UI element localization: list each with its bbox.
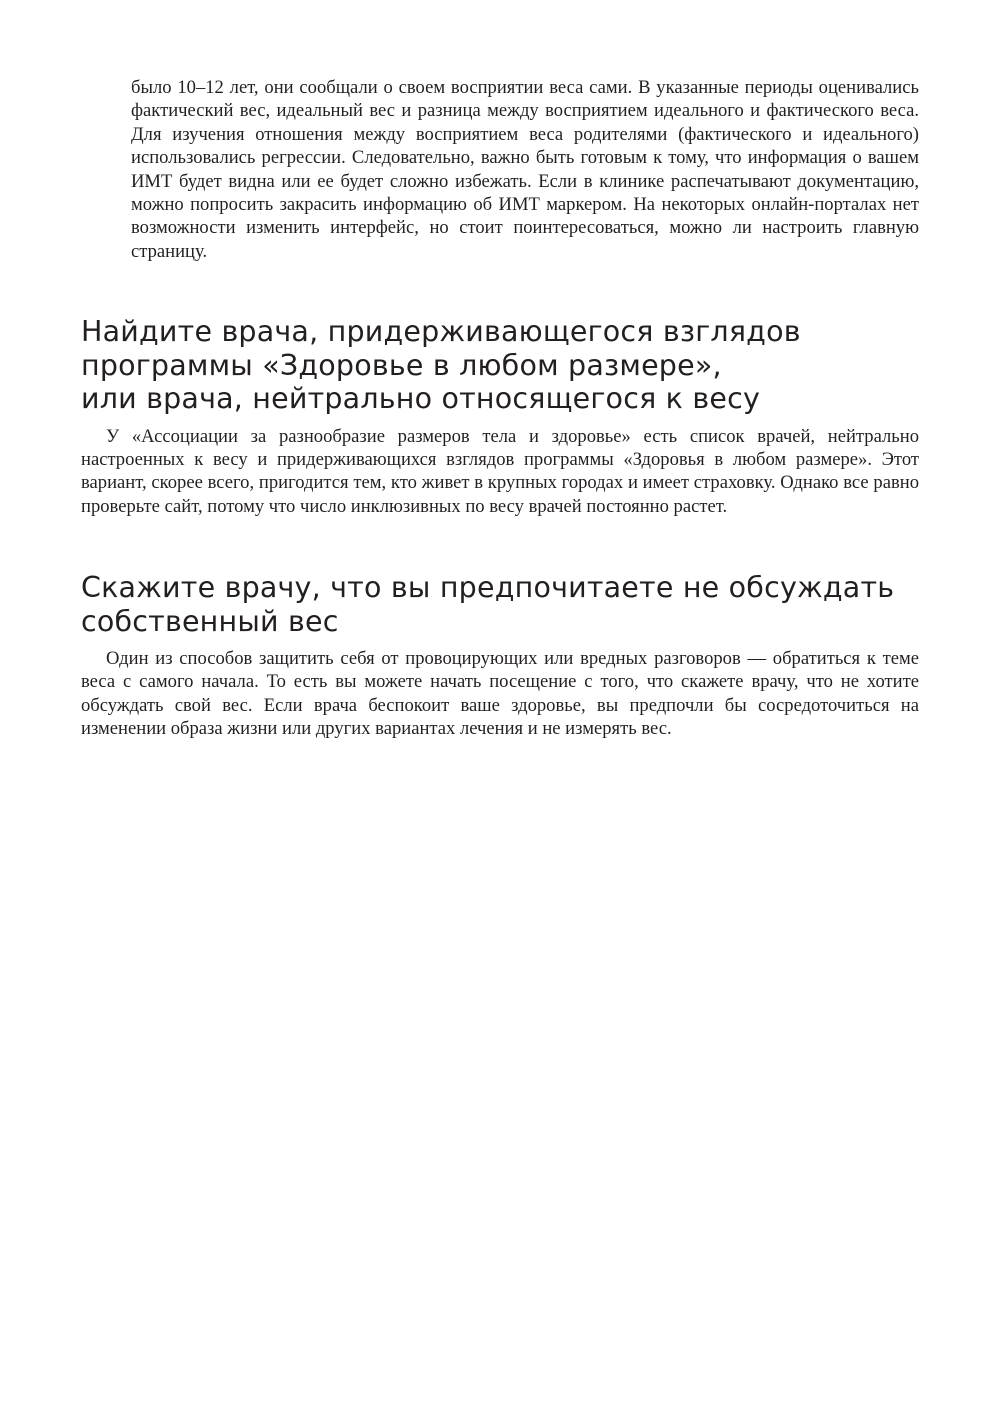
section-find-doctor (81, 315, 919, 518)
heading-line: собственный вес (81, 604, 339, 638)
section-paragraph: Один из способов защитить себя от провоцирующих или вредных разговоров — обратиться к теме веса с самого начала. То есть вы можете начать посещение с того, что скажете врачу, что не хотите обсуждать свой вес. Если врача беспокоит ваше здоровье, вы предпочли бы сосредоточиться на изменении образа жизни или других вариантах лечения и не измерять вес. (81, 648, 919, 740)
heading-line: или врача, нейтрально относящегося к весу (81, 382, 761, 415)
intro-paragraph: было 10–12 лет, они сообщали о своем восприятии веса сами. В указанные периоды оценивались фактический вес, идеальный вес и разница между восприятием идеального и фактического веса. Для изучения отношения между восприятием веса родителями (фактического и идеального) использовались регрессии. Следовательно, важно быть готовым к тому, что информация о вашем ИМТ будет видна или ее будет сложно избежать. Если в клинике распечатывают документацию, можно попросить закрасить информацию об ИМТ маркером. На некоторых онлайн-порталах нет возможности изменить интерфейс, но стоит поинтересоваться, можно ли настроить главную страницу. (131, 77, 919, 262)
heading-line: Скажите врачу, что вы предпочитаете не обсуждать (81, 571, 895, 604)
intro-block (131, 76, 919, 263)
heading-line: программы «Здоровье в любом размере», (81, 348, 722, 382)
section-tell-doctor (81, 571, 919, 741)
heading-line: Найдите врача, придерживающегося взглядов (81, 315, 801, 348)
section-heading (81, 315, 919, 416)
section-paragraph: У «Ассоциации за разнообразие размеров тела и здоровье» есть список врачей, нейтрально настроенных к весу и придерживающихся взглядов программы «Здоровья в любом размере». Этот вариант, скорее всего, пригодится тем, кто живет в крупных городах и имеет страховку. Однако все равно проверьте сайт, потому что число инклюзивных по весу врачей постоянно растет. (81, 425, 919, 517)
section-heading (81, 571, 919, 638)
